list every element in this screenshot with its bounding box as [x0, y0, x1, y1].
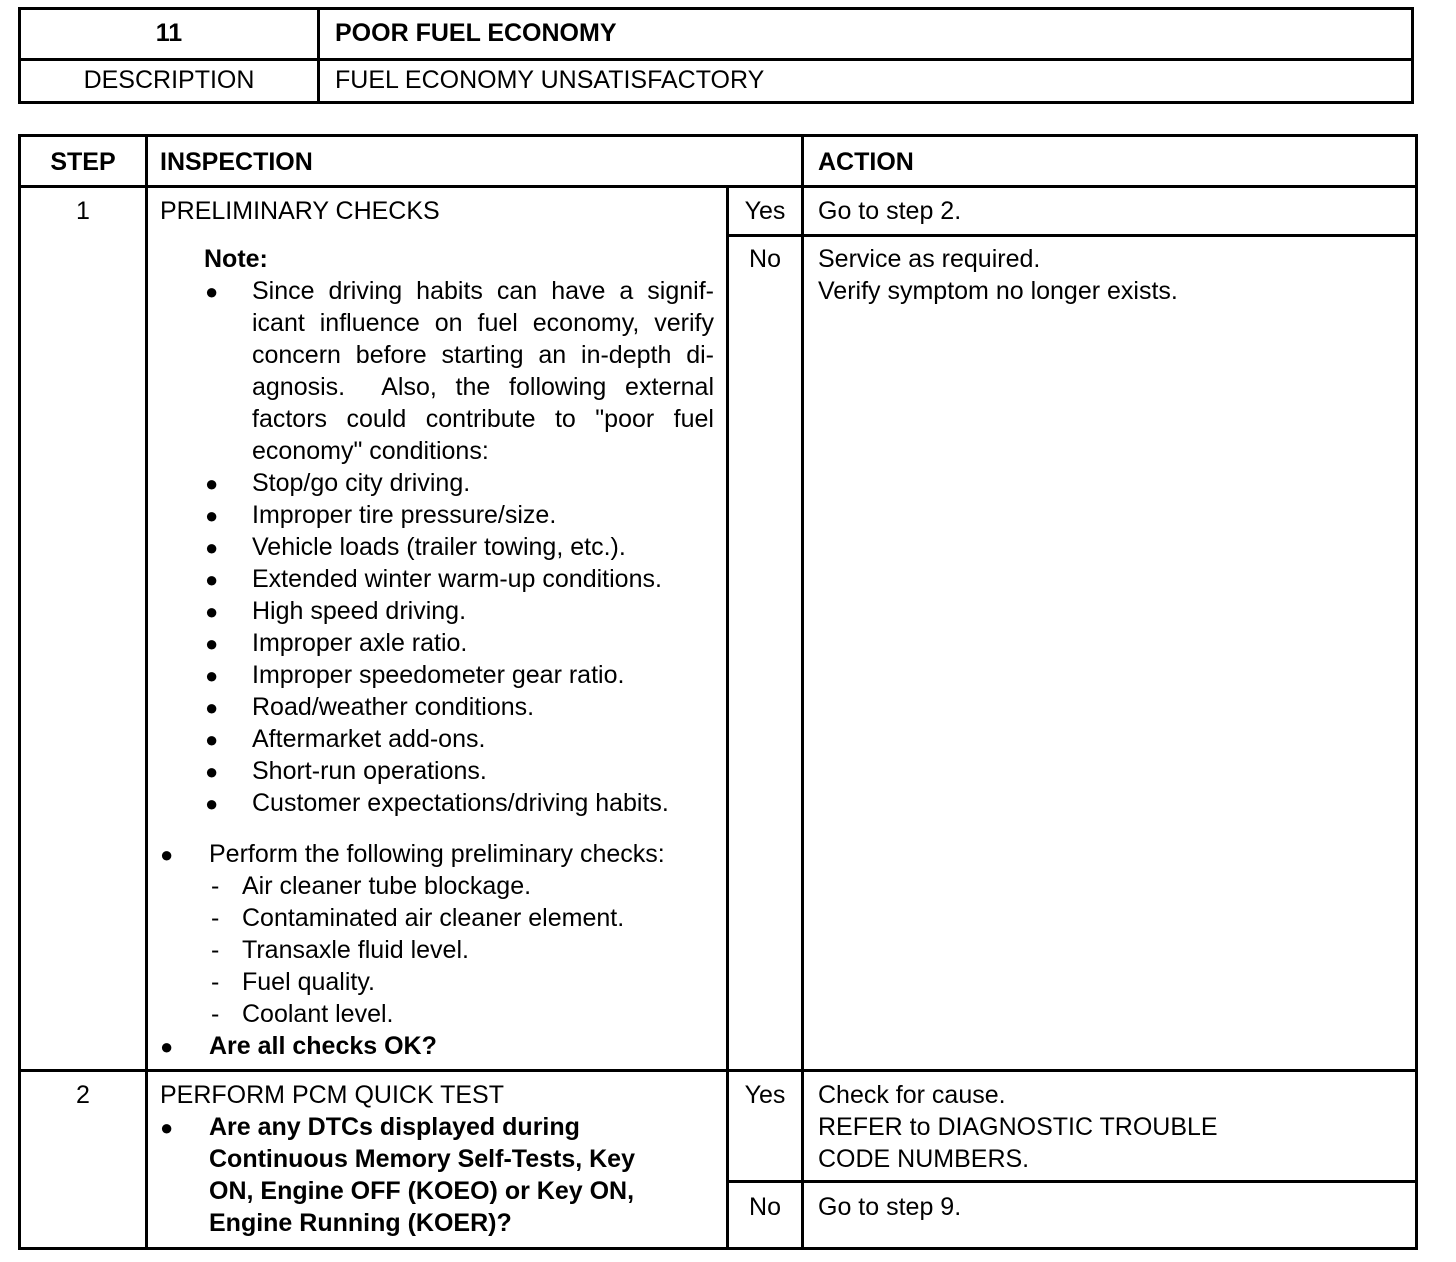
header-row-title: [21, 10, 1411, 61]
check-item: Coolant level.: [242, 1000, 394, 1028]
column-header-step: STEP: [50, 148, 116, 176]
description-label: DESCRIPTION: [21, 58, 320, 101]
factor-item: Aftermarket add-ons.: [252, 725, 486, 753]
step-2-yes-action-line-3: CODE NUMBERS.: [818, 1145, 1030, 1173]
bullet-icon: ●: [205, 471, 219, 496]
step-1-perform-label: Perform the following preliminary checks:: [209, 840, 665, 868]
step-1-title: PRELIMINARY CHECKS: [160, 197, 440, 225]
step-2-question-line-3: ON, Engine OFF (KOEO) or Key ON,: [209, 1177, 635, 1205]
step-2-no-action: Go to step 9.: [818, 1193, 962, 1221]
step-2-question-line-2: Continuous Memory Self-Tests, Key: [209, 1145, 635, 1173]
factor-item: Improper tire pressure/size.: [252, 501, 557, 529]
bullet-icon: ●: [205, 663, 219, 688]
note-line: factors could contribute to "poor fuel: [252, 405, 714, 433]
check-item: Air cleaner tube blockage.: [242, 872, 532, 900]
divider-header-row: [21, 185, 1415, 188]
step-1-note-label: Note:: [204, 245, 268, 273]
step-1-no-action-line-2: Verify symptom no longer exists.: [818, 277, 1178, 305]
bullet-icon: ●: [205, 567, 219, 592]
step-2-question-bullet: ●: [160, 1115, 174, 1140]
dash-marker: -: [211, 968, 220, 996]
header-table: [18, 7, 1414, 104]
factor-item: Vehicle loads (trailer towing, etc.).: [252, 533, 626, 561]
factor-item: Improper speedometer gear ratio.: [252, 661, 625, 689]
bullet-icon: ●: [205, 759, 219, 784]
note-line: economy" conditions:: [252, 437, 489, 465]
note-line: agnosis. Also, the following external: [252, 373, 714, 401]
diagnostic-table: [18, 134, 1418, 1250]
factor-item: Extended winter warm-up conditions.: [252, 565, 662, 593]
step-1-yes-label: Yes: [744, 197, 786, 225]
bullet-icon: ●: [205, 503, 219, 528]
factor-item: Short-run operations.: [252, 757, 487, 785]
perform-bullet: ●: [160, 842, 174, 867]
dash-marker: -: [211, 904, 220, 932]
dash-marker: -: [211, 1000, 220, 1028]
procedure-title: POOR FUEL ECONOMY: [335, 19, 617, 47]
header-row-description: [21, 58, 1411, 101]
note-bullet: ●: [205, 279, 219, 304]
factor-item: Stop/go city driving.: [252, 469, 471, 497]
divider-action-col: [801, 137, 804, 1247]
question-bullet: ●: [160, 1034, 174, 1059]
step-1-no-label: No: [749, 245, 781, 273]
dash-marker: -: [211, 872, 220, 900]
step-2-question-line-4: Engine Running (KOER)?: [209, 1209, 512, 1237]
dash-marker: -: [211, 936, 220, 964]
step-2-yes-label: Yes: [744, 1081, 786, 1109]
divider-step1-yes-no: [726, 234, 1415, 237]
step-2-no-label: No: [749, 1193, 781, 1221]
step-2-question-line-1: Are any DTCs displayed during: [209, 1113, 580, 1141]
description-value: FUEL ECONOMY UNSATISFACTORY: [335, 66, 765, 94]
check-item: Transaxle fluid level.: [242, 936, 469, 964]
bullet-icon: ●: [205, 791, 219, 816]
check-item: Fuel quality.: [242, 968, 375, 996]
factor-item: High speed driving.: [252, 597, 467, 625]
procedure-number: 11: [21, 10, 320, 58]
bullet-icon: ●: [205, 535, 219, 560]
column-header-inspection: INSPECTION: [160, 148, 313, 176]
step-2-title: PERFORM PCM QUICK TEST: [160, 1081, 505, 1109]
check-item: Contaminated air cleaner element.: [242, 904, 625, 932]
factor-item: Road/weather conditions.: [252, 693, 535, 721]
note-line: concern before starting an in-depth di-: [252, 341, 714, 369]
bullet-icon: ●: [205, 727, 219, 752]
step-1-no-action-line-1: Service as required.: [818, 245, 1041, 273]
bullet-icon: ●: [205, 631, 219, 656]
factor-item: Customer expectations/driving habits.: [252, 789, 669, 817]
step-1-yes-action: Go to step 2.: [818, 197, 962, 225]
divider-step2-yes-no: [726, 1180, 1415, 1183]
note-line: icant influence on fuel economy, verify: [252, 309, 714, 337]
bullet-icon: ●: [205, 695, 219, 720]
step-2-yes-action-line-1: Check for cause.: [818, 1081, 1006, 1109]
factor-item: Improper axle ratio.: [252, 629, 468, 657]
column-header-action: ACTION: [818, 148, 914, 176]
bullet-icon: ●: [205, 599, 219, 624]
divider-step1-step2: [21, 1069, 1415, 1072]
note-line: Since driving habits can have a signif-: [252, 277, 714, 305]
step-1-number: 1: [76, 197, 90, 225]
step-1-question: Are all checks OK?: [209, 1032, 437, 1060]
divider-step-col: [145, 137, 148, 1247]
step-2-number: 2: [76, 1081, 90, 1109]
step-2-yes-action-line-2: REFER to DIAGNOSTIC TROUBLE: [818, 1113, 1218, 1141]
